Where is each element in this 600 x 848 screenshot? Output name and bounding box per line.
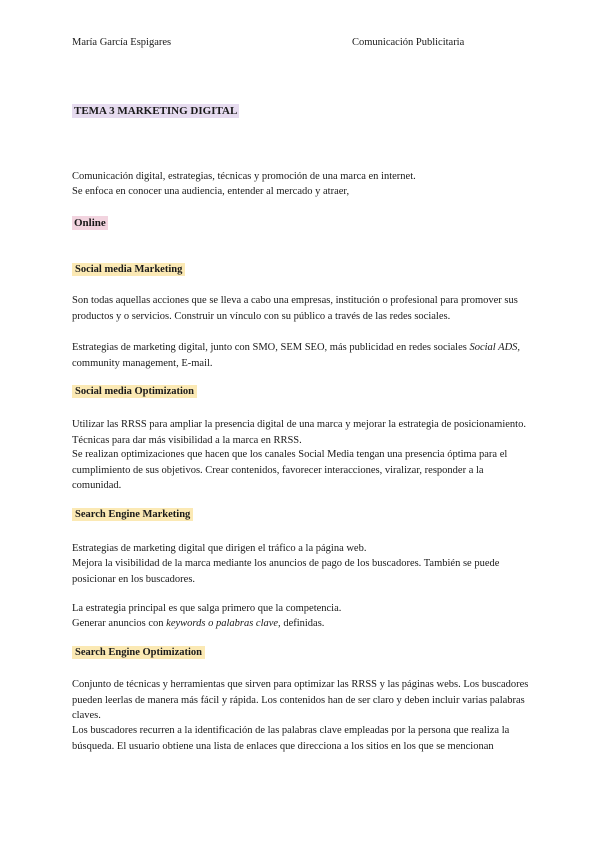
smm-paragraph-1: Son todas aquellas acciones que se lleva a cabo una empresas, institución o profesional para promover sus productos y o servicios. Construir un vínculo con su público a través de las redes sociales.	[72, 295, 518, 322]
seo-paragraph-1: Conjunto de técnicas y herramientas que sirven para optimizar las RRSS y las páginas webs. Los buscadores pueden leerlas de manera más fácil y rápida. Los contenidos han de ser claro y deben incluir varias palabras claves.	[72, 679, 529, 722]
section-heading-smm-text: Social media Marketing	[72, 263, 185, 276]
section-heading-seo-text: Search Engine Optimization	[72, 646, 205, 659]
section-heading-sem-text: Search Engine Marketing	[72, 508, 193, 521]
sem-paragraph-3: La estrategia principal es que salga primero que la competencia.	[72, 603, 342, 614]
section-heading-smm	[72, 264, 185, 275]
smm-paragraph-2	[72, 340, 532, 371]
intro-line-1: Comunicación digital, estrategias, técnicas y promoción de una marca en internet.	[72, 171, 416, 182]
smm-p2-italic: Social ADS,	[469, 342, 521, 353]
seo-paragraph-2: Los buscadores recurren a la identificación de las palabras clave empleadas por la persona que realiza la búsqueda. El usuario obtiene una lista de enlaces que direcciona a los sitios en los que se mencionan	[72, 725, 510, 752]
sem-p4-text: Generar anuncios con	[72, 618, 167, 629]
section-heading-smo-text: Social media Optimization	[72, 385, 197, 398]
intro-line-2: Se enfoca en conocer una audiencia, entender al mercado y atraer,	[72, 186, 350, 197]
header-author: María García Espigares	[72, 37, 172, 48]
section-heading-seo	[72, 647, 205, 658]
online-heading-text: Online	[74, 217, 106, 229]
section-heading-smo	[72, 386, 197, 397]
section-heading-sem	[72, 509, 193, 520]
sem-paragraph-1: Estrategias de marketing digital que dirigen el tráfico a la página web.	[72, 543, 367, 554]
sem-paragraph-2: Mejora la visibilidad de la marca mediante los anuncios de pago de los buscadores. También se puede posicionar en los buscadores.	[72, 558, 500, 585]
smm-p2-tail: community management, E-mail.	[72, 357, 213, 369]
page-title	[72, 105, 239, 117]
sem-p4-italic: keywords o palabras clave,	[166, 618, 281, 629]
sem-p4-tail: definidas.	[280, 618, 325, 629]
smo-paragraph-2: Se realizan optimizaciones que hacen que los canales Social Media tengan una presencia óptima para el cumplimiento de sus objetivos. Crear contenidos, favorecer interacciones, viralizar, responder a la comunidad.	[72, 449, 508, 492]
smo-paragraph-1: Utilizar las RRSS para ampliar la presencia digital de una marca y mejorar la estrategia de posicionamiento. Técnicas para dar más visibilidad a la marca en RRSS.	[72, 419, 526, 446]
header-subject: Comunicación Publicitaria	[352, 37, 465, 48]
online-heading	[72, 217, 108, 229]
smm-p2-text: Estrategias de marketing digital, junto con SMO, SEM SEO, más publicidad en redes sociales	[72, 342, 470, 353]
page-title-text: TEMA 3 MARKETING DIGITAL	[74, 105, 238, 117]
sem-paragraph-4	[72, 616, 532, 632]
